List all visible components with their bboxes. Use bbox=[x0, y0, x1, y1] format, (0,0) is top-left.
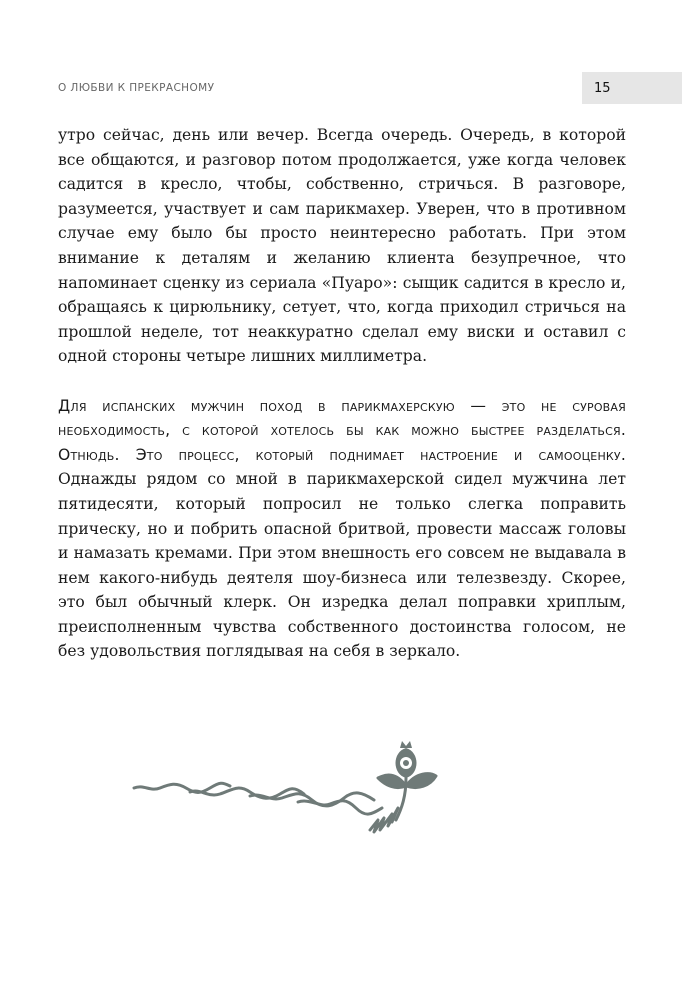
running-header: О ЛЮБВИ К ПРЕКРАСНОМУ bbox=[58, 82, 215, 94]
paragraph-1-text: утро сейчас, день или вечер. Всегда очередь. Очередь, в которой все общаются, и разговор потом продолжается, уже когда человек садится в кресло, чтобы, собственно, стричься. В разговоре, разумеется, участвует и сам парикмахер. Уверен, что в противном случае ему было бы просто неинтересно работать. При этом внимание к деталям и желанию клиента безупречное, что напоминает сценку из сериала «Пуаро»: сыщик садится в кресло и, обращаясь к цирюльнику, сетует, что, когда приходил стричься на прошлой неделе, тот неаккуратно сделал ему виски и оставил с одной стороны четыре лишних миллиметра. bbox=[58, 126, 626, 366]
flower-stem-ornament-icon bbox=[130, 738, 450, 838]
paragraph-2-text: Однажды рядом со мной в парикмахерской сидел мужчина лет пятидесяти, который попросил не только слегка поправить прическу, но и побрить опасной бритвой, провести массаж головы и намазать кремами. При этом внешность его совсем не выдавала в нем какого-нибудь деятеля шоу-бизнеса или телезвезду. Скорее, это был обычный клерк. Он изредка делал поправки хриплым, преисполненным чувства собственного достоинства голосом, не без удовольствия поглядывая на себя в зеркало. bbox=[58, 470, 626, 661]
body-text bbox=[58, 123, 626, 664]
paragraph-2-emphasis: Для испанских мужчин поход в парикмахерскую — это не суровая необходимость, с которой хотелось бы как можно быстрее разделаться. Отнюдь. Это процесс, который поднимает настроение и самооценку. bbox=[58, 396, 626, 464]
paragraph-2 bbox=[58, 394, 626, 665]
paragraph-1 bbox=[58, 123, 626, 369]
page-number: 15 bbox=[594, 81, 611, 96]
page-number-tab bbox=[582, 72, 682, 104]
